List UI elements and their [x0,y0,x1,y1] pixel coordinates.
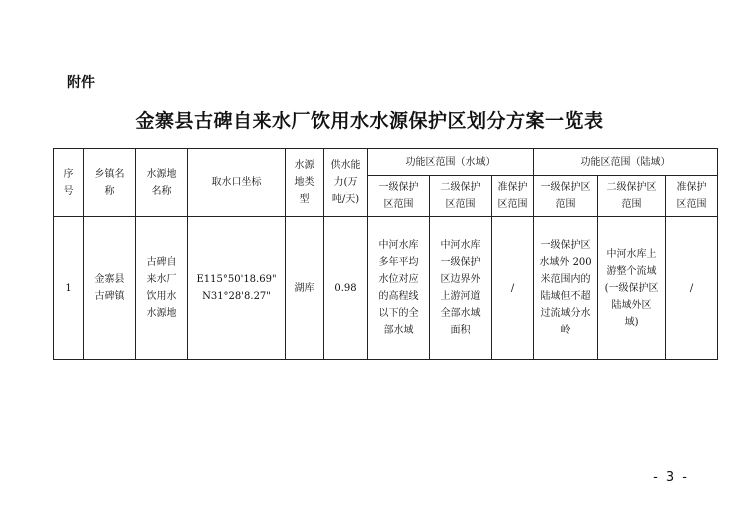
header-town: 乡镇名 称 [84,149,136,217]
header-type: 水源 地类 型 [286,149,324,217]
header-water-range: 功能区范围（水域） [368,149,534,176]
cell-seq: 1 [54,217,84,360]
header-land-level1: 一级保护区 范围 [534,176,598,217]
header-capacity: 供水能 力(万 吨/天) [324,149,368,217]
document-title: 金寨县古碑自来水厂饮用水水源保护区划分方案一览表 [135,110,604,132]
header-land-level2: 二级保护区 范围 [598,176,666,217]
cell-water-level1: 中河水库 多年平均 水位对应 的高程线 以下的全 部水域 [368,217,430,360]
table-row [54,217,718,360]
cell-water-level2: 中河水库 一级保护 区边界外 上游河道 全部水域 面积 [430,217,492,360]
protection-zone-table [53,148,718,360]
cell-source: 古碑自 来水厂 饮用水 水源地 [136,217,188,360]
cell-water-quasi: / [492,217,534,360]
cell-town: 金寨县 古碑镇 [84,217,136,360]
cell-type: 湖库 [286,217,324,360]
cell-coord: E115°50'18.69" N31°28'8.27" [188,217,286,360]
cell-land-quasi: / [666,217,718,360]
header-land-quasi: 准保护 区范围 [666,176,718,217]
cell-capacity: 0.98 [324,217,368,360]
header-seq: 序 号 [54,149,84,217]
header-water-level2: 二级保护 区范围 [430,176,492,217]
header-land-range: 功能区范围（陆域） [534,149,718,176]
header-water-quasi: 准保护 区范围 [492,176,534,217]
attachment-label: 附件 [67,75,95,91]
header-water-level1: 一级保护 区范围 [368,176,430,217]
header-source: 水源地 名称 [136,149,188,217]
page-number: - 3 - [653,470,689,485]
cell-land-level1: 一级保护区 水域外 200 米范围内的 陆域但不超 过流域分水 岭 [534,217,598,360]
cell-land-level2: 中河水库上 游整个流域 (一级保护区 陆域外区 域) [598,217,666,360]
header-coord: 取水口坐标 [188,149,286,217]
